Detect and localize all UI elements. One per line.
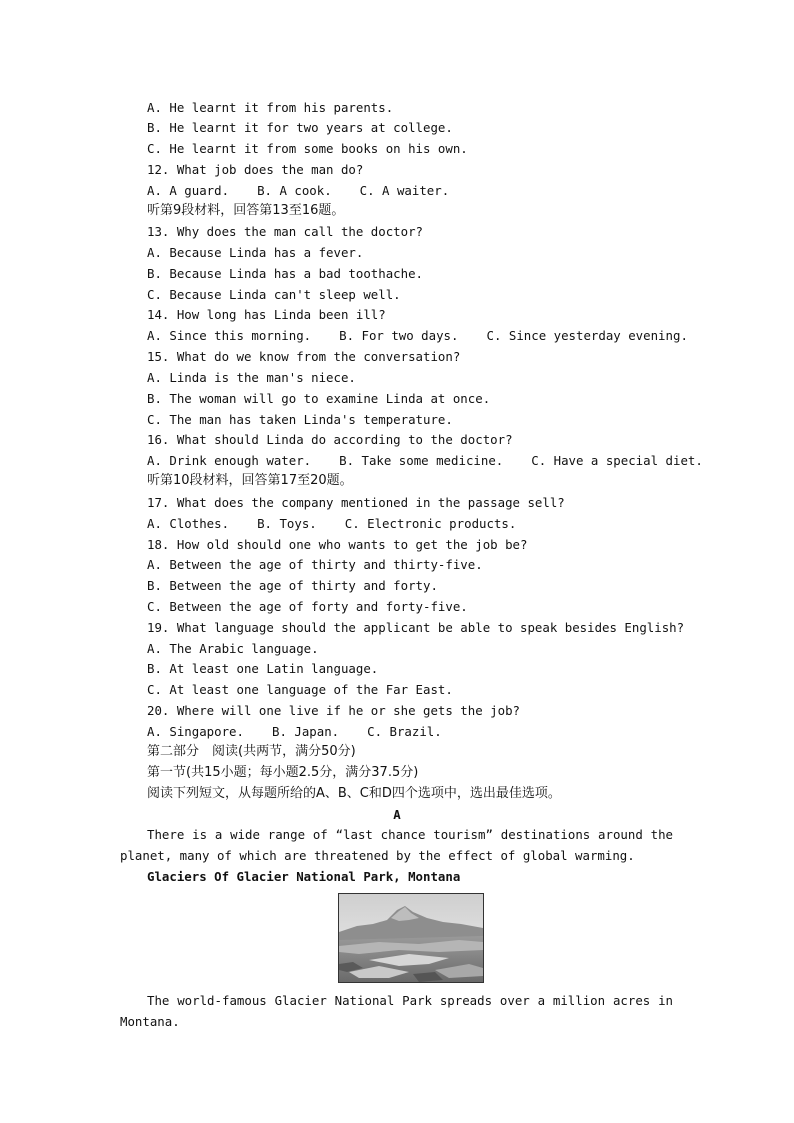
q19-option-b: B. At least one Latin language. xyxy=(147,661,379,676)
q11-option-b: B. He learnt it for two years at college. xyxy=(147,120,453,135)
q18-option-b: B. Between the age of thirty and forty. xyxy=(147,578,438,593)
q13-option-c: C. Because Linda can't sleep well. xyxy=(147,287,401,302)
passage-subheading: Glaciers Of Glacier National Park, Montana xyxy=(147,869,461,884)
q19-option-c: C. At least one language of the Far East. xyxy=(147,682,453,697)
q14-options xyxy=(147,328,688,344)
q20-question: 20. Where will one live if he or she gets the job? xyxy=(147,703,520,718)
q20-options xyxy=(147,724,442,740)
q14-option-b: B. For two days. xyxy=(339,328,459,343)
q11-option-c: C. He learnt it from some books on his own. xyxy=(147,141,468,156)
q16-option-c: C. Have a special diet. xyxy=(531,453,703,468)
q18-option-a: A. Between the age of thirty and thirty-five. xyxy=(147,557,483,572)
q14-option-a: A. Since this morning. xyxy=(147,328,312,343)
q15-option-c: C. The man has taken Linda's temperature. xyxy=(147,412,453,427)
part2-heading: 第二部分 阅读(共两节，满分50分) xyxy=(147,744,356,759)
q12-option-a: A. A guard. xyxy=(147,183,230,198)
section10-instruction: 听第10段材料，回答第17至20题。 xyxy=(147,473,353,488)
q11-option-a: A. He learnt it from his parents. xyxy=(147,100,394,115)
q20-option-c: C. Brazil. xyxy=(367,724,442,739)
passage-intro: There is a wide range of “last chance tourism” destinations around the planet, many of which are threatened by the effect of global warming. xyxy=(120,827,673,863)
q12-options xyxy=(147,183,449,199)
q15-option-a: A. Linda is the man's niece. xyxy=(147,370,356,385)
q16-option-b: B. Take some medicine. xyxy=(339,453,504,468)
q17-option-b: B. Toys. xyxy=(257,516,317,531)
q16-option-a: A. Drink enough water. xyxy=(147,453,312,468)
q12-option-c: C. A waiter. xyxy=(359,183,450,198)
passage-paragraph-1: The world-famous Glacier National Park spreads over a million acres in Montana. xyxy=(120,993,673,1029)
glacier-photo xyxy=(338,893,484,983)
passage-label: A xyxy=(393,807,401,822)
q17-options xyxy=(147,516,516,532)
q17-question: 17. What does the company mentioned in the passage sell? xyxy=(147,495,565,510)
q19-question: 19. What language should the applicant be able to speak besides English? xyxy=(147,620,685,635)
q15-question: 15. What do we know from the conversation? xyxy=(147,349,461,364)
q12-option-b: B. A cook. xyxy=(257,183,332,198)
q19-option-a: A. The Arabic language. xyxy=(147,641,319,656)
q16-question: 16. What should Linda do according to the doctor? xyxy=(147,432,513,447)
q13-option-a: A. Because Linda has a fever. xyxy=(147,245,364,260)
q18-option-c: C. Between the age of forty and forty-five. xyxy=(147,599,468,614)
reading-instruction: 阅读下列短文，从每题所给的A、B、C和D四个选项中，选出最佳选项。 xyxy=(147,786,561,801)
section1-heading: 第一节(共15小题；每小题2.5分，满分37.5分) xyxy=(147,765,419,780)
q13-question: 13. Why does the man call the doctor? xyxy=(147,224,424,239)
q14-question: 14. How long has Linda been ill? xyxy=(147,307,386,322)
q12-question: 12. What job does the man do? xyxy=(147,162,364,177)
q20-option-a: A. Singapore. xyxy=(147,724,244,739)
q16-options xyxy=(147,453,703,469)
q17-option-a: A. Clothes. xyxy=(147,516,230,531)
section9-instruction: 听第9段材料，回答第13至16题。 xyxy=(147,203,345,218)
q20-option-b: B. Japan. xyxy=(271,724,340,739)
q18-question: 18. How old should one who wants to get the job be? xyxy=(147,537,528,552)
q15-option-b: B. The woman will go to examine Linda at once. xyxy=(147,391,491,406)
q17-option-c: C. Electronic products. xyxy=(344,516,517,531)
q13-option-b: B. Because Linda has a bad toothache. xyxy=(147,266,424,281)
q14-option-c: C. Since yesterday evening. xyxy=(486,328,688,343)
